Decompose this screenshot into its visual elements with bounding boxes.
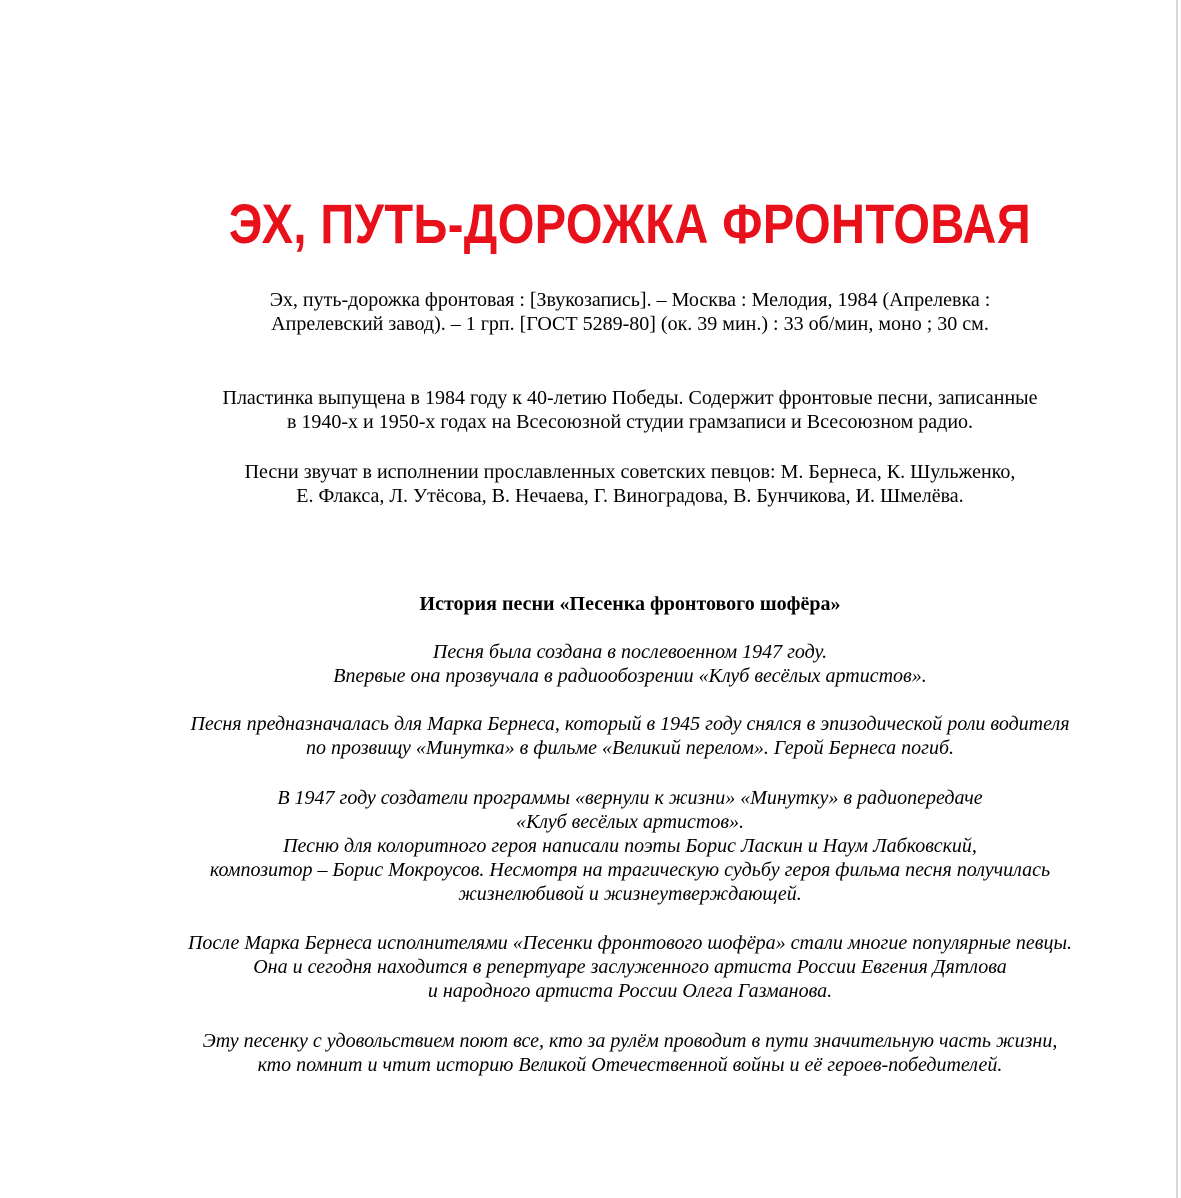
history-line: Песня предназначалась для Марка Бернеса, который в 1945 году снялся в эпизодической роли водителя (190, 713, 1070, 735)
history-line: Впервые она прозвучала в радиообозрении «Клуб весёлых артистов». (333, 665, 927, 687)
history-line: Эту песенку с удовольствием поют все, кто за рулём проводит в пути значительную часть жизни, (202, 1030, 1058, 1052)
history-line: Песня была создана в послевоенном 1947 году. (432, 641, 828, 663)
history-line: В 1947 году создатели программы «вернули к жизни» «Минутку» в радиопередаче (277, 787, 983, 809)
performers-line: Песни звучат в исполнении прославленных советских певцов: М. Бернеса, К. Шульженко, (244, 461, 1016, 483)
history-line: жизнелюбивой и жизнеутверждающей. (458, 883, 802, 905)
catalog-line: Эх, путь-дорожка фронтовая : [Звукозапись]. – Москва : Мелодия, 1984 (Апрелевка : (269, 289, 991, 311)
history-paragraph-4 (0, 931, 1181, 1003)
history-line: по прозвищу «Минутка» в фильме «Великий перелом». Герой Бернеса погиб. (305, 737, 955, 759)
history-line: и народного артиста России Олега Газманова. (427, 980, 833, 1002)
history-paragraph-5 (0, 1029, 1181, 1077)
history-heading: История песни «Песенка фронтового шофёра» (419, 593, 841, 615)
history-line: кто помнит и чтит историю Великой Отечественной войны и её героев-победителей. (257, 1054, 1003, 1076)
history-paragraph-1 (0, 640, 1181, 688)
history-paragraph-2 (0, 712, 1181, 760)
history-line: Песню для колоритного героя написали поэты Борис Ласкин и Наум Лабковский, (283, 835, 977, 857)
performers-paragraph (0, 460, 1181, 508)
performers-line: Е. Флакса, Л. Утёсова, В. Нечаева, Г. Виноградова, В. Бунчикова, И. Шмелёва. (296, 485, 964, 507)
catalog-line: Апрелевский завод). – 1 грп. [ГОСТ 5289-80] (ок. 39 мин.) : 33 об/мин, моно ; 30 см. (271, 313, 989, 335)
catalog-record (0, 288, 1181, 336)
description-line: в 1940-х и 1950-х годах на Всесоюзной студии грамзаписи и Всесоюзном радио. (286, 411, 974, 433)
history-paragraph-3 (0, 786, 1181, 906)
history-line: После Марка Бернеса исполнителями «Песенки фронтового шофёра» стали многие популярные певцы. (187, 932, 1073, 954)
history-line: «Клуб весёлых артистов». (515, 811, 745, 833)
record-description (0, 386, 1181, 434)
description-line: Пластинка выпущена в 1984 году к 40-летию Победы. Содержит фронтовые песни, записанные (222, 387, 1038, 409)
history-line: Она и сегодня находится в репертуаре заслуженного артиста России Евгения Дятлова (253, 956, 1007, 978)
history-line: композитор – Борис Мокроусов. Несмотря на трагическую судьбу героя фильма песня получилась (209, 859, 1051, 881)
page-title: ЭХ, ПУТЬ-ДОРОЖКА ФРОНТОВАЯ (228, 192, 1032, 255)
